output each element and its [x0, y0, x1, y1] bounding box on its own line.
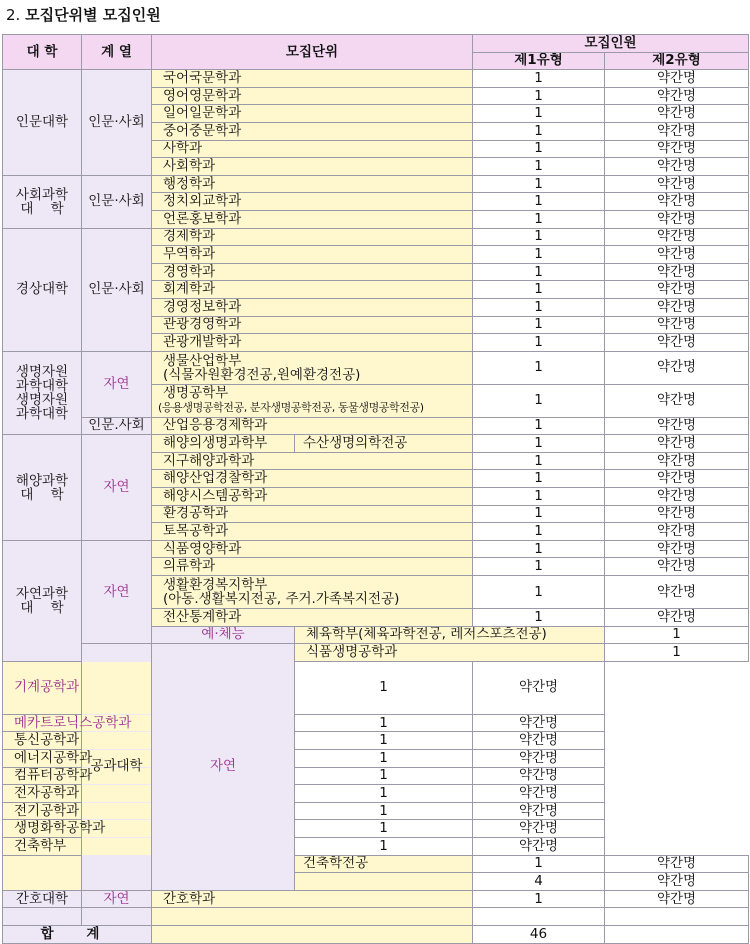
type1-cell: 1	[473, 855, 605, 873]
type2-cell: 약간명	[605, 298, 749, 316]
section-number: 2.	[6, 6, 21, 24]
type1-cell: 1	[473, 540, 605, 558]
type1-cell: 1	[295, 714, 473, 732]
total-row	[3, 925, 749, 943]
type2-cell: 약간명	[605, 609, 749, 627]
major-cell	[295, 873, 473, 891]
dept-cell: 관광개발학과	[152, 334, 473, 352]
series-cell: 인문·사회	[82, 228, 152, 351]
dept-cell: 전자공학과	[3, 785, 152, 803]
col-type1: 제1유형	[473, 52, 605, 70]
table-row	[3, 435, 749, 453]
type1-cell: 1	[605, 626, 749, 644]
type1-cell: 1	[473, 417, 605, 435]
university-cell: 자연과학 대 학	[3, 540, 82, 661]
type1-cell: 1	[473, 576, 605, 609]
type2-cell: 약간명	[473, 837, 605, 855]
table-row	[3, 908, 749, 926]
type2-cell: 약간명	[605, 140, 749, 158]
dept-cell: 경영정보학과	[152, 298, 473, 316]
type1-cell: 1	[473, 488, 605, 506]
university-cell: 생명자원 과학대학 생명자원 과학대학	[3, 351, 82, 435]
type1-cell: 1	[473, 105, 605, 123]
col-university: 대 학	[3, 35, 82, 70]
table-row	[3, 540, 749, 558]
type1-cell: 1	[473, 263, 605, 281]
type2-cell: 약간명	[605, 417, 749, 435]
type1-cell: 1	[295, 785, 473, 803]
type1-cell: 1	[473, 316, 605, 334]
quota-table	[2, 34, 749, 944]
dept-cell: 무역학과	[152, 246, 473, 264]
total-type2	[605, 925, 749, 943]
type2-cell: 약간명	[605, 384, 749, 417]
series-cell: 자연	[82, 435, 152, 541]
dept-cell: 건축학부	[3, 837, 152, 855]
series-cell: 인문·사회	[82, 175, 152, 228]
type2-cell: 약간명	[605, 452, 749, 470]
type1-cell: 1	[473, 175, 605, 193]
university-cell: 간호대학	[3, 890, 82, 908]
series-cell: 자연	[82, 540, 152, 643]
university-cell: 사회과학 대 학	[3, 175, 82, 228]
type2-cell: 약간명	[605, 70, 749, 88]
type1-cell: 1	[473, 523, 605, 541]
type1-cell: 1	[295, 732, 473, 750]
col-type2: 제2유형	[605, 52, 749, 70]
col-series: 계 열	[82, 35, 152, 70]
dept-cell: 경제학과	[152, 228, 473, 246]
type1-cell: 1	[295, 767, 473, 785]
dept-cell: 체육학부(체육과학전공, 레저스포츠전공)	[295, 626, 605, 644]
type1-cell: 1	[473, 452, 605, 470]
dept-cell: 생명공학부 (응용생명공학전공, 분자생명공학전공, 동물생명공학전공)	[152, 384, 473, 417]
type1-cell: 1	[473, 193, 605, 211]
series-cell	[82, 908, 152, 926]
col-unit: 모집단위	[152, 35, 473, 70]
type2-cell: 약간명	[605, 435, 749, 453]
dept-cell: 의류학과	[152, 558, 473, 576]
type1-cell: 1	[295, 750, 473, 768]
major-cell: 수산생명의학전공	[295, 435, 473, 453]
dept-cell: 기계공학과	[3, 661, 152, 714]
series-cell: 인문.사회	[82, 417, 152, 435]
type2-cell: 약간명	[605, 228, 749, 246]
type2-cell: 약간명	[605, 540, 749, 558]
dept-cell: 전기공학과	[3, 802, 152, 820]
table-row	[3, 837, 749, 855]
type2-cell: 약간명	[605, 470, 749, 488]
dept-cell: 산업응용경제학과	[152, 417, 473, 435]
type2-cell: 약간명	[605, 193, 749, 211]
type2-cell: 약간명	[605, 558, 749, 576]
type1-cell: 1	[473, 140, 605, 158]
type1-cell: 1	[473, 158, 605, 176]
series-cell: 예·체능	[152, 626, 295, 644]
type2-cell: 약간명	[473, 785, 605, 803]
series-cell: 자연	[82, 351, 152, 417]
type2-cell: 약간명	[605, 122, 749, 140]
type1-cell: 1	[605, 644, 749, 662]
dept-cell: 토목공학과	[152, 523, 473, 541]
type1-cell: 1	[473, 334, 605, 352]
dept-cell: 지구해양과학과	[152, 452, 473, 470]
type1-cell: 1	[473, 210, 605, 228]
type1-cell: 1	[473, 384, 605, 417]
table-row	[3, 228, 749, 246]
type2-cell: 약간명	[605, 316, 749, 334]
type2-cell: 약간명	[473, 661, 605, 714]
type1-cell: 1	[473, 505, 605, 523]
type1-cell: 1	[473, 87, 605, 105]
type2-cell: 약간명	[605, 105, 749, 123]
dept-cell: 해양시스템공학과	[152, 488, 473, 506]
university-cell: 해양과학 대 학	[3, 435, 82, 541]
table-row	[3, 351, 749, 384]
dept-cell: 환경공학과	[152, 505, 473, 523]
type1-cell: 1	[295, 661, 473, 714]
type2-cell: 약간명	[605, 523, 749, 541]
type2-cell: 약간명	[605, 505, 749, 523]
type1-cell: 1	[473, 890, 605, 908]
type1-cell: 1	[473, 558, 605, 576]
dept-cell: 통신공학과	[3, 732, 152, 750]
dept-cell	[3, 855, 82, 890]
table-row	[3, 802, 749, 820]
type1-cell: 1	[473, 470, 605, 488]
type1-cell: 4	[473, 873, 605, 891]
type1-cell	[473, 908, 605, 926]
type1-cell: 1	[473, 351, 605, 384]
dept-cell: 에너지공학과	[3, 750, 152, 768]
dept-cell: 전산통계학과	[152, 609, 473, 627]
type2-cell: 약간명	[605, 263, 749, 281]
type2-cell: 약간명	[605, 210, 749, 228]
dept-cell: 해양산업경찰학과	[152, 470, 473, 488]
series-cell: 자연	[152, 644, 295, 891]
dept-cell: 생활환경복지학부 (아동.생활복지전공, 주거.가족복지전공)	[152, 576, 473, 609]
table-row	[3, 70, 749, 88]
table-row	[3, 644, 749, 662]
table-row	[3, 820, 749, 838]
major-cell: 건축학전공	[295, 855, 473, 873]
table-row	[3, 785, 749, 803]
dept-cell: 생물산업학부 (식물자원환경전공,원예환경전공)	[152, 351, 473, 384]
series-cell: 인문·사회	[82, 70, 152, 176]
table-row	[3, 714, 749, 732]
dept-cell: 사회학과	[152, 158, 473, 176]
dept-cell: 경영학과	[152, 263, 473, 281]
dept-cell: 행정학과	[152, 175, 473, 193]
table-row	[3, 732, 749, 750]
table-row	[3, 175, 749, 193]
type2-cell: 약간명	[605, 890, 749, 908]
type2-cell: 약간명	[473, 820, 605, 838]
type1-cell: 1	[473, 435, 605, 453]
dept-cell: 간호학과	[152, 890, 473, 908]
total-label: 합 계	[3, 925, 152, 943]
type2-cell: 약간명	[605, 281, 749, 299]
col-quota: 모집인원	[473, 35, 749, 53]
type2-cell: 약간명	[605, 158, 749, 176]
dept-cell: 해양의생명과학부	[152, 435, 295, 453]
type1-cell: 1	[295, 802, 473, 820]
dept-cell: 컴퓨터공학과	[3, 767, 152, 785]
type1-cell: 1	[473, 281, 605, 299]
type1-cell: 1	[295, 837, 473, 855]
section-title: 모집단위별 모집인원	[25, 6, 161, 24]
dept-cell: 정치외교학과	[152, 193, 473, 211]
type1-cell: 1	[473, 228, 605, 246]
total-type1: 46	[473, 925, 605, 943]
table-row	[3, 890, 749, 908]
type2-cell: 약간명	[473, 750, 605, 768]
type2-cell: 약간명	[605, 246, 749, 264]
type2-cell: 약간명	[605, 175, 749, 193]
type2-cell: 약간명	[605, 87, 749, 105]
dept-cell: 식품생명공학과	[295, 644, 605, 662]
type2-cell: 약간명	[605, 576, 749, 609]
dept-cell: 중어중문학과	[152, 122, 473, 140]
dept-cell: 일어일문학과	[152, 105, 473, 123]
type2-cell: 약간명	[605, 334, 749, 352]
type2-cell: 약간명	[605, 351, 749, 384]
type2-cell: 약간명	[605, 488, 749, 506]
university-cell: 인문대학	[3, 70, 82, 176]
type2-cell: 약간명	[473, 732, 605, 750]
section-heading	[0, 0, 750, 34]
type2-cell: 약간명	[473, 767, 605, 785]
table-row	[3, 417, 749, 435]
dept-cell: 생명화학공학과	[3, 820, 152, 838]
type1-cell: 1	[473, 246, 605, 264]
dept-cell: 사학과	[152, 140, 473, 158]
dept-cell: 영어영문학과	[152, 87, 473, 105]
dept-cell: 식품영양학과	[152, 540, 473, 558]
type2-cell: 약간명	[473, 802, 605, 820]
type2-cell: 약간명	[605, 873, 749, 891]
type1-cell: 1	[473, 298, 605, 316]
series-cell: 자연	[82, 890, 152, 908]
type1-cell: 1	[295, 820, 473, 838]
dept-cell	[152, 908, 473, 926]
type1-cell: 1	[473, 609, 605, 627]
table-row	[3, 661, 749, 714]
type1-cell: 1	[473, 70, 605, 88]
dept-cell: 관광경영학과	[152, 316, 473, 334]
total-blank	[152, 925, 473, 943]
university-cell	[3, 908, 82, 926]
dept-cell: 회계학과	[152, 281, 473, 299]
dept-cell: 메카트로닉스공학과	[3, 714, 152, 732]
type2-cell	[605, 908, 749, 926]
type1-cell: 1	[473, 122, 605, 140]
type2-cell: 약간명	[473, 714, 605, 732]
university-cell: 공과대학	[82, 644, 152, 891]
dept-cell: 언론홍보학과	[152, 210, 473, 228]
dept-cell: 국어국문학과	[152, 70, 473, 88]
university-cell: 경상대학	[3, 228, 82, 351]
type2-cell: 약간명	[605, 855, 749, 873]
